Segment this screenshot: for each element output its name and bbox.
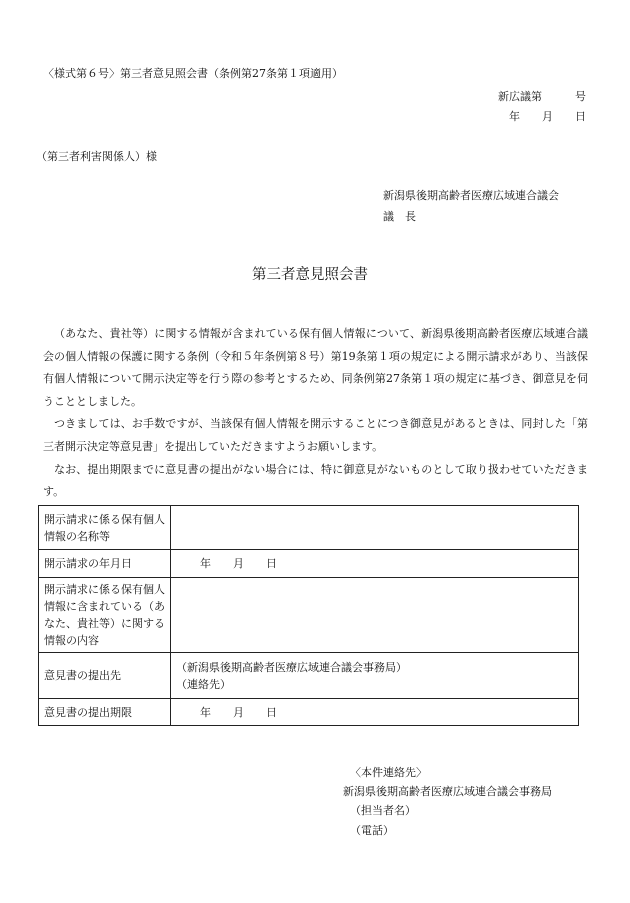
body-paragraph-3: なお、提出期限までに意見書の提出がない場合には、特に御意見がないものとして取り扱わせていただきます。 — [43, 462, 588, 499]
table-row — [39, 653, 579, 699]
document-title: 第三者意見照会書 — [252, 267, 368, 283]
info-name-label: 開示請求に係る保有個人情報の名称等 — [39, 506, 171, 550]
issue-date: 年 月 日 — [509, 110, 586, 123]
body-text — [43, 323, 588, 504]
contact-org: 新潟県後期高齢者医療広域連合議会事務局 — [343, 785, 552, 798]
request-date-label: 開示請求の年月日 — [39, 550, 171, 578]
info-content-value[interactable] — [171, 578, 579, 653]
request-date-text: 年 月 日 — [200, 557, 277, 570]
table-row — [39, 506, 579, 550]
request-info-table — [38, 505, 579, 726]
table-row — [39, 578, 579, 653]
table-row — [39, 699, 579, 726]
sender-title: 議 長 — [383, 210, 416, 223]
contact-heading: 〈本件連絡先〉 — [350, 766, 427, 779]
contact-person: （担当者名） — [350, 804, 416, 817]
request-date-value[interactable] — [171, 550, 579, 578]
info-content-label: 開示請求に係る保有個人情報に含まれている（あなた、貴社等）に関する情報の内容 — [39, 578, 171, 653]
info-name-value[interactable] — [171, 506, 579, 550]
submission-dest-value — [171, 653, 579, 699]
body-paragraph-2: つきましては、お手数ですが、当該保有個人情報を開示することにつき御意見があるときは、同封した「第三者開示決定等意見書」を提出していただきますようお願いします。 — [43, 417, 588, 453]
table-row — [39, 550, 579, 578]
addressee: （第三者利害関係人）様 — [36, 150, 157, 163]
deadline-text: 年 月 日 — [200, 705, 277, 719]
submission-dest-office: （新潟県後期高齢者医療広域連合議会事務局） — [176, 660, 407, 674]
document-number: 新広議第 号 — [498, 90, 586, 103]
body-paragraph-1: （あなた、貴社等）に関する情報が含まれている保有個人情報について、新潟県後期高齢者医療広域連合議会の個人情報の保護に関する条例（令和５年条例第８号）第19条第１項の規定による開示請求があり、当該保有個人情報について開示決定等を行う際の参考とするため、同条例第27条第１項の規定に基づき、御意見を伺うこととしました。 — [43, 327, 588, 408]
submission-dest-label: 意見書の提出先 — [39, 653, 171, 699]
form-id-line: 〈様式第６号〉第三者意見照会書（条例第27条第１項適用） — [43, 67, 343, 80]
submission-dest-contact: （連絡先） — [176, 677, 231, 691]
deadline-label: 意見書の提出期限 — [39, 699, 171, 726]
contact-phone: （電話） — [350, 824, 394, 837]
sender-org: 新潟県後期高齢者医療広域連合議会 — [383, 189, 559, 202]
deadline-value[interactable] — [171, 699, 579, 726]
